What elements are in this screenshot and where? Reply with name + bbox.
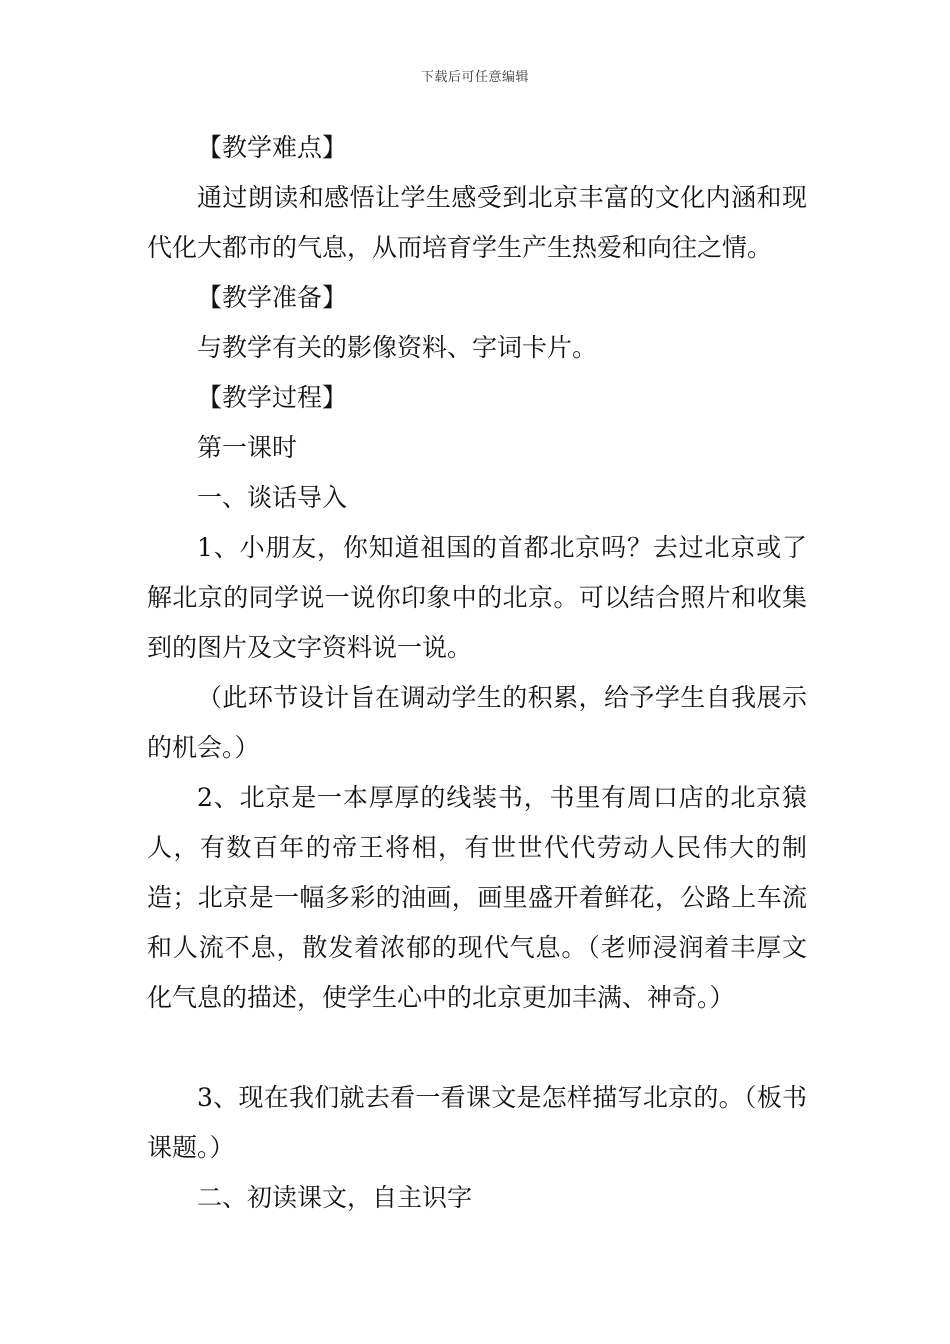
paragraph-difficulty-content: 通过朗读和感悟让学生感受到北京丰富的文化内涵和现代化大都市的气息，从而培育学生产生热爱和向往之情。 [147,183,807,262]
paragraph-item-2: 2、北京是一本厚厚的线装书，书里有周口店的北京猿人，有数百年的帝王将相，有世世代代劳动人民伟大的制造；北京是一幅多彩的油画，画里盛开着鲜花，公路上车流和人流不息，散发着浓郁的现代气息。（老师浸润着丰厚文化气息的描述，使学生心中的北京更加丰满、神奇。） [147,783,807,1012]
heading-teaching-process: 【教学过程】 [197,383,348,412]
heading-section-one: 一、谈话导入 [197,483,348,512]
heading-teaching-preparation: 【教学准备】 [197,283,348,312]
heading-first-lesson: 第一课时 [197,433,298,462]
paragraph-design-note: （此环节设计旨在调动学生的积累，给予学生自我展示的机会。） [147,683,807,762]
page-header: 下载后可任意编辑 [420,70,529,85]
heading-teaching-difficulty: 【教学难点】 [197,133,348,162]
paragraph-preparation-content: 与教学有关的影像资料、字词卡片。 [197,333,598,362]
heading-section-two: 二、初读课文，自主识字 [197,1183,473,1212]
paragraph-item-3: 3、现在我们就去看一看课文是怎样描写北京的。（板书课题。） [147,1083,807,1162]
paragraph-item-1: 1、小朋友，你知道祖国的首都北京吗？去过北京或了解北京的同学说一说你印象中的北京。可以结合照片和收集到的图片及文字资料说一说。 [147,533,807,662]
